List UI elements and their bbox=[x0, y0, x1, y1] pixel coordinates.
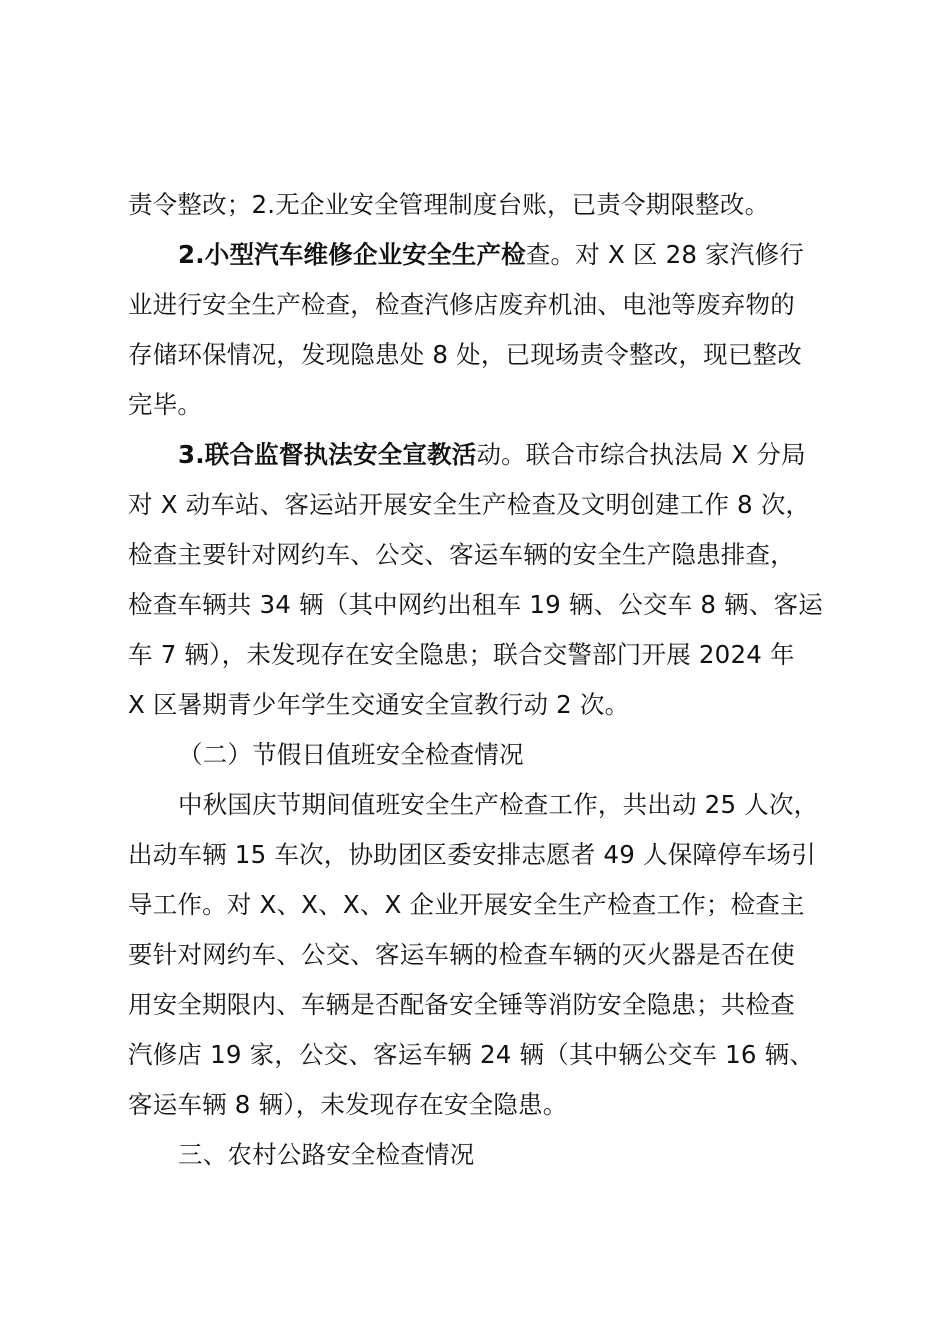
paragraph-line: 出动车辆 15 车次，协助团区委安排志愿者 49 人保障停车场引 bbox=[128, 840, 816, 869]
paragraph-line: 车 7 辆），未发现存在安全隐患；联合交警部门开展 2024 年 bbox=[128, 640, 795, 669]
paragraph-heading: 3.联合监督执法安全宣教活 bbox=[178, 440, 477, 469]
paragraph-line: 用安全期限内、车辆是否配备安全锤等消防安全隐患；共检查 bbox=[128, 990, 795, 1019]
paragraph-line: 对 X 动车站、客运站开展安全生产检查及文明创建工作 8 次， bbox=[128, 490, 811, 519]
section-heading: 三、农村公路安全检查情况 bbox=[178, 1140, 475, 1169]
paragraph-line: 客运车辆 8 辆），未发现存在安全隐患。 bbox=[128, 1090, 568, 1119]
paragraph-first-line: 中秋国庆节期间值班安全生产检查工作，共出动 25 人次， bbox=[178, 790, 819, 819]
paragraph-line: 责令整改；2.无企业安全管理制度台账，已责令期限整改。 bbox=[128, 190, 770, 219]
paragraph-line: 要针对网约车、公交、客运车辆的检查车辆的灭火器是否在使 bbox=[128, 940, 795, 969]
paragraph-line: 检查主要针对网约车、公交、客运车辆的安全生产隐患排查， bbox=[128, 540, 795, 569]
paragraph-heading: 2.小型汽车维修企业安全生产检 bbox=[178, 240, 526, 269]
paragraph-text: 查。对 X 区 28 家汽修行 bbox=[525, 240, 804, 269]
paragraph-line: X 区暑期青少年学生交通安全宣教行动 2 次。 bbox=[128, 690, 630, 719]
paragraph-first-line bbox=[128, 230, 840, 280]
paragraph-first-line bbox=[128, 430, 840, 480]
document-body bbox=[128, 180, 840, 1180]
paragraph-line: 导工作。对 X、X、X、X 企业开展安全生产检查工作；检查主 bbox=[128, 890, 805, 919]
paragraph-text: 动。联合市综合执法局 X 分局 bbox=[476, 440, 806, 469]
paragraph-line: 汽修店 19 家，公交、客运车辆 24 辆（其中辆公交车 16 辆、 bbox=[128, 1040, 815, 1069]
paragraph-line: 完毕。 bbox=[128, 390, 203, 419]
section-heading: （二）节假日值班安全检查情况 bbox=[178, 740, 524, 769]
paragraph-line: 存储环保情况，发现隐患处 8 处，已现场责令整改，现已整改 bbox=[128, 340, 802, 369]
paragraph-line: 业进行安全生产检查，检查汽修店废弃机油、电池等废弃物的 bbox=[128, 290, 795, 319]
paragraph-line: 检查车辆共 34 辆（其中网约出租车 19 辆、公交车 8 辆、客运 bbox=[128, 590, 823, 619]
